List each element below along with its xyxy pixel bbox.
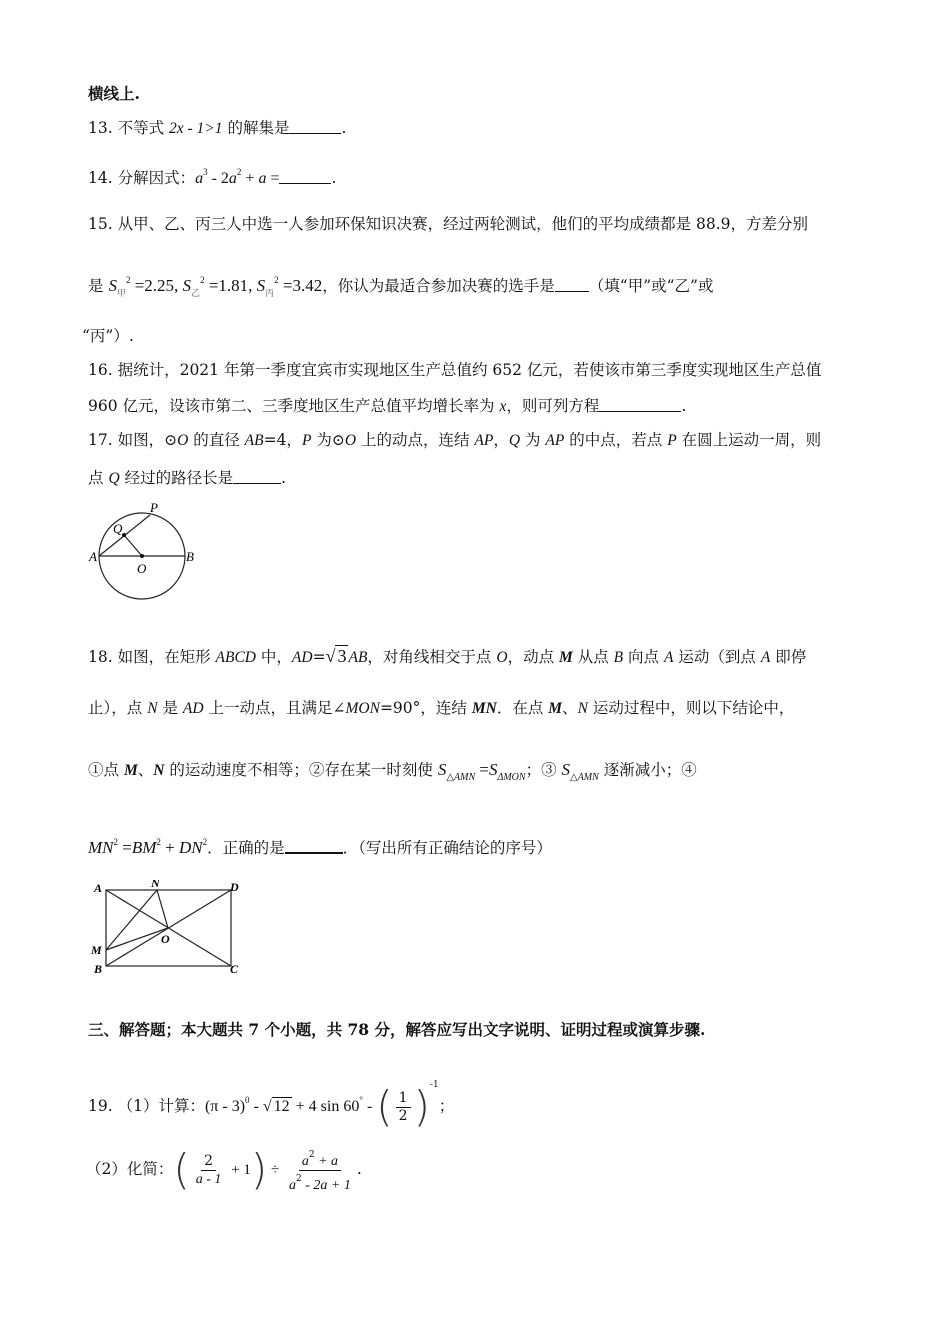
q14-var-a3: a bbox=[258, 170, 267, 187]
q19-frac-a-den: a - 1 bbox=[195, 1171, 222, 1187]
q18-l4-eq: = bbox=[118, 838, 132, 857]
q18-O: O bbox=[496, 649, 508, 666]
q17-end: . bbox=[281, 469, 287, 487]
fig17-label-Q: Q bbox=[113, 521, 123, 536]
question-13 bbox=[88, 118, 346, 139]
q17-t1: 17. 如图，⊙ bbox=[88, 431, 178, 449]
q18-line3 bbox=[88, 760, 697, 788]
q13-prefix: 13. 不等式 bbox=[88, 119, 170, 137]
q19-minus1: - bbox=[249, 1098, 263, 1115]
q18-l4-e1: 2 bbox=[113, 837, 118, 847]
q19-frac-a bbox=[193, 1153, 225, 1188]
q16-line2b: ，则可列方程 bbox=[506, 397, 600, 415]
q17-t5: 上的动点，连结 bbox=[356, 431, 475, 449]
q18-S3: S bbox=[561, 760, 570, 779]
q13-end: . bbox=[341, 119, 347, 137]
q18-t21: 逐渐减小；④ bbox=[598, 761, 697, 779]
q15-s1: S bbox=[108, 276, 117, 295]
q17-AP2: AP bbox=[545, 432, 565, 449]
q19-half bbox=[396, 1090, 411, 1125]
q19-frac-b-den bbox=[286, 1171, 354, 1194]
segment-QO bbox=[124, 535, 142, 556]
q18-A2: A bbox=[760, 649, 771, 666]
q18-t17: ①点 bbox=[88, 761, 124, 779]
q15-v2: =1.81, bbox=[204, 276, 257, 295]
q16-var-x: x bbox=[499, 398, 507, 415]
q17-t6: ， bbox=[493, 431, 509, 449]
q17-circle-figure bbox=[86, 498, 198, 602]
q17-O2: O bbox=[344, 432, 357, 449]
q17-t2: 的直径 bbox=[188, 431, 245, 449]
q18-sqrt3: √ 3 bbox=[325, 646, 347, 666]
fig17-label-O: O bbox=[137, 561, 147, 576]
q18-l4-plus: + bbox=[160, 838, 179, 857]
q15-line3: “丙”）. bbox=[82, 327, 134, 345]
q19-part2 bbox=[86, 1146, 362, 1192]
q18-area-equation bbox=[437, 760, 526, 783]
q19-right-paren: ) bbox=[413, 1082, 430, 1131]
fig18-label-A: A bbox=[94, 881, 103, 895]
q18-pythag bbox=[88, 838, 207, 857]
fig17-label-P: P bbox=[150, 500, 158, 515]
q14-expression bbox=[195, 167, 280, 187]
q18-t13: =90°，连结 bbox=[379, 699, 472, 717]
q18-area-amn bbox=[561, 760, 599, 783]
q19-p1-label: 19. （1）计算： bbox=[88, 1097, 205, 1115]
q18-sub-mon: ΔMON bbox=[497, 772, 526, 783]
point-Q bbox=[122, 533, 126, 537]
q15-answer-blank[interactable] bbox=[555, 277, 589, 292]
q14-equals: = bbox=[266, 170, 280, 187]
q13-suffix: 的解集是 bbox=[222, 119, 290, 137]
q17-t9: 在圆上运动一周，则 bbox=[676, 431, 822, 449]
q18-M1: M bbox=[559, 649, 573, 666]
q15-s2: S bbox=[182, 276, 192, 295]
q18-l4-e2: 2 bbox=[156, 837, 161, 847]
q18-t19: 的运动速度不相等；②存在某一时刻使 bbox=[164, 761, 438, 779]
q18-ABCD: ABCD bbox=[215, 649, 256, 666]
q19-pi-term: (π - 3) bbox=[204, 1098, 246, 1115]
q18-l4-mn: MN bbox=[88, 838, 114, 857]
q18-line2 bbox=[88, 698, 794, 719]
q19-half-den: 2 bbox=[398, 1107, 408, 1124]
q15-sub-jia: 甲 bbox=[116, 288, 126, 298]
q19-frac-a-num: 2 bbox=[201, 1153, 216, 1171]
fig18-label-O: O bbox=[161, 932, 170, 946]
q19-p2-label: （2）化简： bbox=[86, 1160, 174, 1178]
q15-exp2: 2 bbox=[200, 275, 205, 285]
q18-AD: AD bbox=[291, 649, 313, 666]
q19-exp-neg1: -1 bbox=[429, 1080, 439, 1090]
q18-t16: 运动过程中，则以下结论中， bbox=[587, 699, 795, 717]
q19-p2-right-paren: ) bbox=[250, 1145, 268, 1194]
q18-MN: MN bbox=[471, 700, 497, 717]
q18-t1: 18. 如图，在矩形 bbox=[88, 648, 216, 666]
q16-line1: 16. 据统计，2021 年第一季度宜宾市实现地区生产总值约 652 亿元，若使该市第三季度实现地区生产总值 bbox=[88, 361, 822, 379]
q18-t12: 上一动点，且满足∠ bbox=[203, 699, 346, 717]
q19-half-num: 1 bbox=[396, 1090, 411, 1108]
q18-t20: ；③ bbox=[525, 761, 562, 779]
q19-semicolon: ； bbox=[438, 1097, 455, 1115]
q19-gden-rest: - 2a + 1 bbox=[301, 1177, 351, 1193]
q14-exp2: 2 bbox=[236, 167, 242, 177]
q18-AB: AB bbox=[348, 649, 368, 666]
q18-N1: N bbox=[147, 700, 158, 717]
q18-sub-amn2: △AMN bbox=[570, 772, 599, 783]
q19-gnum-a: a bbox=[301, 1153, 309, 1169]
q18-eq: = bbox=[475, 760, 489, 779]
q18-t11: 是 bbox=[157, 699, 183, 717]
question-14 bbox=[88, 162, 336, 189]
q17-Q2: Q bbox=[108, 470, 120, 487]
q18-t14: ．在点 bbox=[496, 699, 549, 717]
q18-t2: 中， bbox=[255, 648, 292, 666]
q19-gden-a: a bbox=[289, 1177, 297, 1193]
q18-t6: 从点 bbox=[572, 648, 614, 666]
q18-M3: M bbox=[123, 762, 138, 779]
q19-frac-b bbox=[286, 1147, 354, 1194]
q18-sqrt3-radicand: 3 bbox=[337, 646, 347, 666]
q15-sub-yi: 乙 bbox=[191, 288, 201, 298]
q17-t8: 的中点，若点 bbox=[564, 431, 668, 449]
q18-line1 bbox=[88, 646, 806, 668]
q18-AD2: AD bbox=[182, 700, 204, 717]
q14-end: . bbox=[331, 169, 337, 187]
q14-var-a2: a bbox=[228, 170, 237, 187]
q19-sin-term: + 4 sin 60 bbox=[291, 1098, 360, 1115]
q14-answer-blank[interactable] bbox=[279, 169, 331, 184]
section-3-heading: 三、解答题；本大题共 7 个小题，共 78 分，解答应写出文字说明、证明过程或演算步骤. bbox=[88, 1020, 706, 1039]
q14-prefix: 14. 分解因式： bbox=[88, 169, 196, 187]
fig18-label-N: N bbox=[151, 880, 160, 890]
q18-sub-amn1: △AMN bbox=[446, 772, 476, 783]
q18-MON: MON bbox=[345, 700, 380, 717]
q18-S2: S bbox=[488, 760, 498, 779]
q17-t11: 经过的路径长是 bbox=[119, 469, 234, 487]
q18-rectangle-figure bbox=[88, 880, 248, 978]
q19-left-paren: ( bbox=[376, 1082, 393, 1131]
q17-AB: AB bbox=[244, 432, 264, 449]
q19-divide: ÷ bbox=[267, 1162, 284, 1178]
q18-N2: N bbox=[577, 700, 588, 717]
q18-B: B bbox=[613, 649, 624, 666]
q18-t3: = bbox=[312, 648, 326, 666]
fig17-label-A: A bbox=[89, 549, 97, 564]
q19-gnum-rest: + a bbox=[314, 1153, 339, 1169]
q18-l4-bm: BM bbox=[131, 838, 157, 857]
q18-t22: ．正确的是 bbox=[207, 839, 285, 857]
q15-line1: 15. 从甲、乙、丙三人中选一人参加环保知识决赛，经过两轮测试，他们的平均成绩都是 88.9，方差分别 bbox=[88, 215, 809, 233]
q18-l4-dn: DN bbox=[178, 838, 203, 857]
q14-exp3: 3 bbox=[203, 167, 208, 177]
q13-expr: 2x - 1>1 bbox=[169, 120, 223, 137]
q17-t7: 为 bbox=[520, 431, 546, 449]
q16-answer-blank[interactable] bbox=[599, 397, 681, 412]
q16-line2a: 960 亿元，设该市第二、三季度地区生产总值平均增长率为 bbox=[88, 397, 500, 415]
fig18-label-C: C bbox=[230, 962, 239, 976]
q15-tail2: （填“甲”或“乙”或 bbox=[588, 277, 714, 295]
q17-line1 bbox=[88, 430, 821, 451]
q14-minus2: - 2 bbox=[207, 170, 229, 187]
q18-t18: 、 bbox=[137, 761, 154, 779]
q18-t4: ，对角线相交于点 bbox=[367, 648, 497, 666]
q19-gnum-exp: 2 bbox=[308, 1149, 315, 1160]
q19-minus2: - bbox=[362, 1098, 377, 1115]
q17-Q1: Q bbox=[508, 432, 521, 449]
q15-sub-bing: 丙 bbox=[265, 288, 275, 298]
q17-AP1: AP bbox=[474, 432, 494, 449]
q19-sqrt12: 12 bbox=[273, 1098, 290, 1115]
q17-t10: 点 bbox=[88, 469, 109, 487]
fig18-label-B: B bbox=[94, 962, 103, 976]
q18-t15: 、 bbox=[562, 699, 578, 717]
q18-S1: S bbox=[437, 760, 447, 779]
section-header: 横线上. bbox=[88, 84, 140, 103]
q18-A1: A bbox=[663, 649, 674, 666]
q15-variances bbox=[108, 275, 323, 298]
q15-s3: S bbox=[256, 276, 266, 295]
q18-t23: ．（写出所有正确结论的序号） bbox=[342, 839, 552, 857]
q18-t10: 止），点 bbox=[88, 699, 148, 717]
q18-N3: N bbox=[153, 762, 165, 779]
q19-expr1: (π - 3)$^0$ - √ 12 + 4 sin 60° - bbox=[204, 1095, 377, 1115]
q15-v3: =3.42 bbox=[278, 276, 323, 295]
q14-plus: + bbox=[241, 170, 259, 187]
q18-answer-blank[interactable] bbox=[285, 838, 343, 854]
q14-var-a1: a bbox=[195, 170, 204, 187]
q19-p2-left-paren: ( bbox=[173, 1145, 190, 1194]
q19-part1 bbox=[88, 1062, 455, 1131]
q15-v1: =2.25, bbox=[130, 276, 183, 295]
fig18-label-D: D bbox=[230, 880, 239, 894]
q18-t7: 向点 bbox=[623, 648, 664, 666]
q13-answer-blank[interactable] bbox=[289, 119, 341, 134]
q15-line2 bbox=[88, 270, 713, 303]
q18-t9: 即停 bbox=[770, 648, 807, 666]
q17-P1: P bbox=[301, 432, 312, 449]
fig17-label-B: B bbox=[186, 549, 194, 564]
q15-exp1: 2 bbox=[125, 275, 131, 285]
q19-degree: ° bbox=[359, 1095, 363, 1105]
q18-l4-e3: 2 bbox=[202, 837, 208, 847]
q18-M2: M bbox=[548, 700, 563, 717]
q18-t5: ，动点 bbox=[507, 648, 559, 666]
q19-end: . bbox=[356, 1160, 362, 1178]
point-O bbox=[140, 554, 144, 558]
q15-lead: 是 bbox=[88, 277, 109, 295]
q17-line2 bbox=[88, 468, 286, 489]
q17-P2: P bbox=[667, 432, 677, 449]
q15-exp3: 2 bbox=[274, 275, 279, 285]
q19-exp0: 0 bbox=[245, 1095, 250, 1105]
q19-frac-b-num bbox=[299, 1147, 341, 1171]
q17-O1: O bbox=[177, 432, 189, 449]
q17-t3: =4， bbox=[263, 431, 302, 449]
q18-line4 bbox=[88, 832, 552, 858]
q17-answer-blank[interactable] bbox=[233, 469, 281, 484]
q19-gden-exp: 2 bbox=[296, 1173, 302, 1184]
q16-end: . bbox=[681, 397, 687, 415]
q16-line2 bbox=[88, 396, 686, 417]
q17-t4: 为⊙ bbox=[311, 431, 345, 449]
q19-plus1: + 1 bbox=[227, 1162, 251, 1178]
q15-tail: ，你认为最适合参加决赛的选手是 bbox=[322, 277, 555, 295]
fig18-label-M: M bbox=[91, 943, 102, 957]
q18-t8: 运动（到点 bbox=[673, 648, 761, 666]
